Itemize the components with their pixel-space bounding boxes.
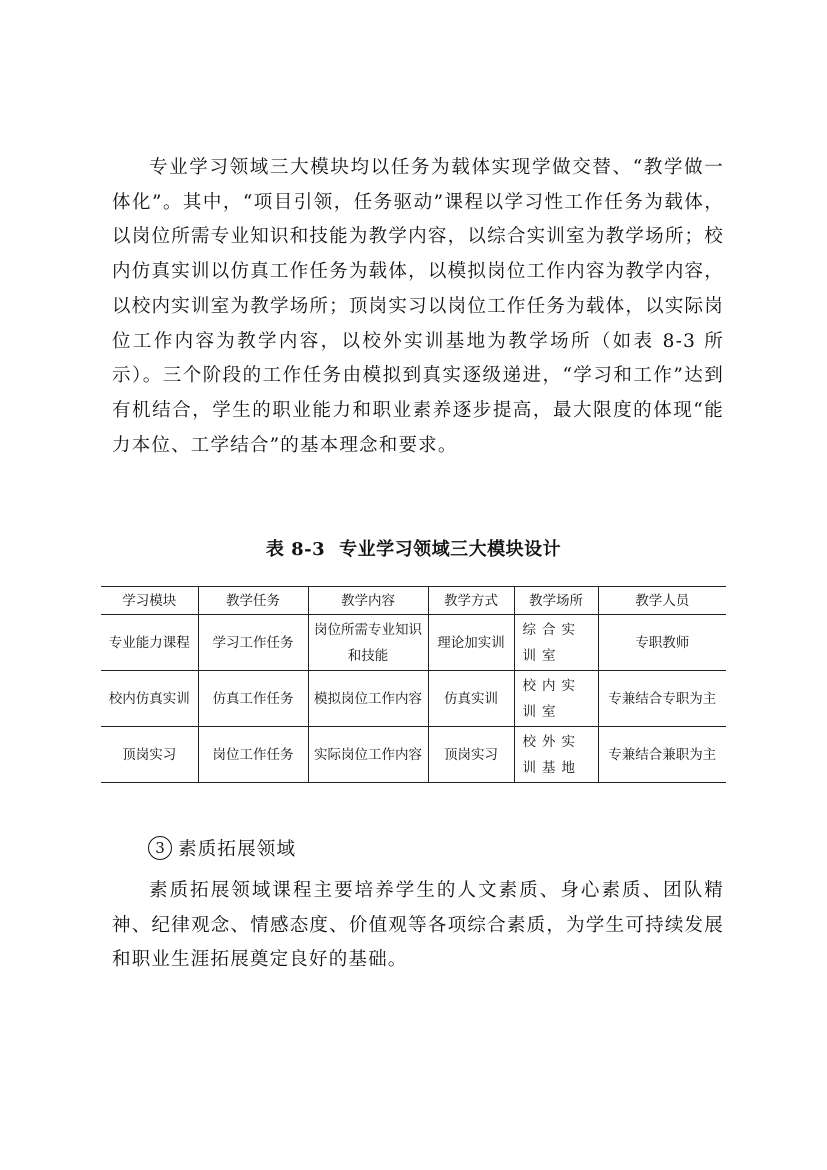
table-cell: 模拟岗位工作内容	[308, 671, 428, 727]
table-cell: 实际岗位工作内容	[308, 727, 428, 783]
table-header-row	[101, 587, 726, 615]
table-caption	[0, 535, 827, 561]
table-row	[101, 727, 726, 783]
table-cell: 综合实训室	[514, 615, 598, 671]
table-cell: 校内实训室	[514, 671, 598, 727]
header-cell: 教学方式	[428, 587, 514, 615]
header-cell: 教学人员	[598, 587, 726, 615]
table-cell: 理论加实训	[428, 615, 514, 671]
table-cell: 岗位工作任务	[198, 727, 308, 783]
table-cell: 仿真实训	[428, 671, 514, 727]
header-cell: 学习模块	[101, 587, 198, 615]
header-cell: 教学场所	[514, 587, 598, 615]
table-caption-text: 专业学习领域三大模块设计	[339, 539, 562, 560]
module-design-table	[101, 586, 726, 783]
table-caption-number: 表 8-3	[265, 539, 326, 560]
section-number-badge: 3	[148, 836, 172, 860]
table-cell: 岗位所需专业知识和技能	[308, 615, 428, 671]
table-cell: 校外实训基地	[514, 727, 598, 783]
table-cell: 顶岗实习	[101, 727, 198, 783]
table-row	[101, 615, 726, 671]
table-row	[101, 671, 726, 727]
table-cell: 专职教师	[598, 615, 726, 671]
table-cell: 校内仿真实训	[101, 671, 198, 727]
table-cell: 专业能力课程	[101, 615, 198, 671]
table-cell: 仿真工作任务	[198, 671, 308, 727]
header-cell: 教学内容	[308, 587, 428, 615]
header-cell: 教学任务	[198, 587, 308, 615]
section-paragraph: 素质拓展领域课程主要培养学生的人文素质、身心素质、团队精神、纪律观念、情感态度、价值观等各项综合素质，为学生可持续发展和职业生涯拓展奠定良好的基础。	[112, 880, 724, 971]
section-heading	[148, 833, 296, 867]
table-cell: 顶岗实习	[428, 727, 514, 783]
table-cell: 专兼结合兼职为主	[598, 727, 726, 783]
intro-paragraph: 专业学习领域三大模块均以任务为载体实现学做交替、“教学做一体化”。其中，“项目引领，任务驱动”课程以学习性工作任务为载体，以岗位所需专业知识和技能为教学内容，以综合实训室为教学场所；校内仿真实训以仿真工作任务为载体，以模拟岗位工作内容为教学内容，以校内实训室为教学场所；顶岗实习以岗位工作任务为载体，以实际岗位工作内容为教学内容，以校外实训基地为教学场所（如表 8-3 所示）。三个阶段的工作任务由模拟到真实逐级递进，“学习和工作”达到有机结合，学生的职业能力和职业素养逐步提高，最大限度的体现“能力本位、工学结合”的基本理念和要求。	[112, 157, 724, 456]
table-cell: 专兼结合专职为主	[598, 671, 726, 727]
table-cell: 学习工作任务	[198, 615, 308, 671]
section-title: 素质拓展领域	[178, 839, 297, 860]
